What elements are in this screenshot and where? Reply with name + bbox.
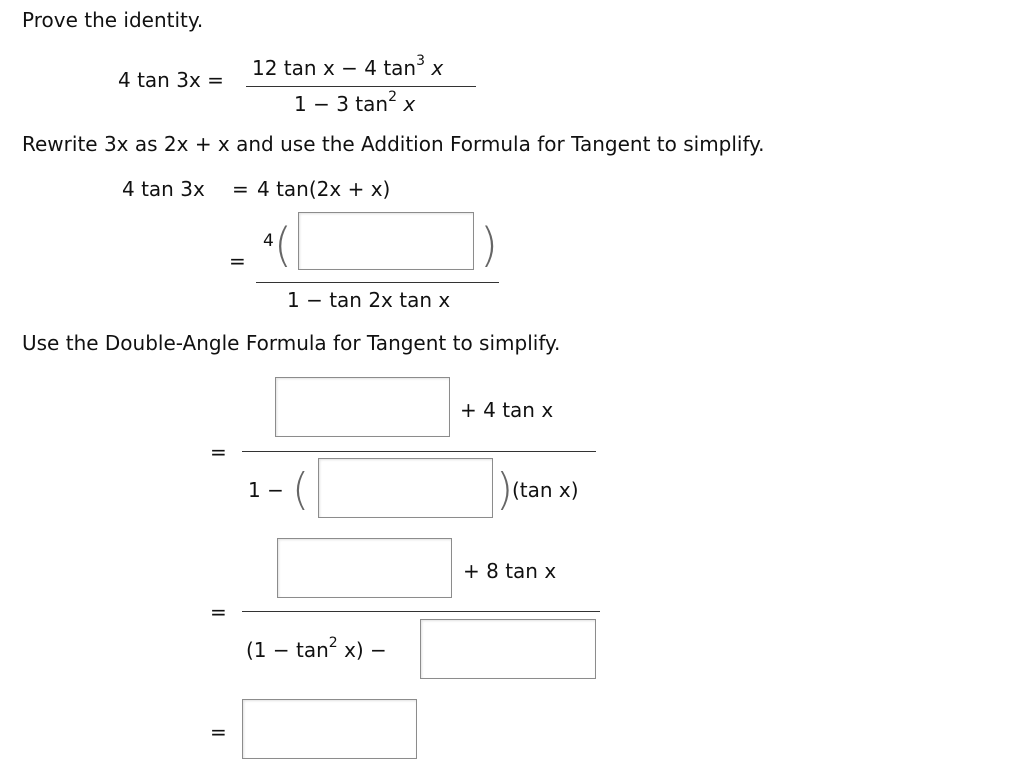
step2b-den-prefix-a: (1 − tan [246,638,329,662]
step2a-denominator-suffix: (tan x) [512,478,579,502]
step2a-numerator-suffix: + 4 tan x [460,398,554,422]
step2b-equals: = [210,600,227,624]
answer-box-2[interactable] [275,377,450,437]
step1b-left-paren: ( [274,218,292,272]
identity-lhs: 4 tan 3x = [118,68,224,92]
answer-box-4[interactable] [277,538,452,598]
step2a-denominator-prefix: 1 − [248,478,284,502]
step2b-den-exp: 2 [328,635,338,652]
step2a-left-paren: ( [292,464,310,515]
identity-num-exp: 3 [416,53,426,70]
identity-numerator [252,53,444,80]
identity-num-a: 12 tan x [252,56,335,80]
step2a-fraction-bar [242,451,596,452]
step2b-denominator-prefix [246,635,387,662]
step1b-coefficient: 4 [263,231,274,251]
step1b-denominator: 1 − tan 2x tan x [287,288,451,312]
identity-den-b: x [403,92,416,116]
identity-den-exp: 2 [388,89,397,106]
final-equals: = [210,720,227,744]
answer-box-3[interactable] [318,458,493,518]
step1b-fraction-bar [256,282,499,283]
identity-denominator [294,89,416,116]
answer-box-5[interactable] [420,619,596,679]
step2b-den-prefix-b: x) − [344,638,387,662]
prove-heading: Prove the identity. [22,8,204,32]
step1b-right-paren: ) [480,218,498,272]
step1-rhs: 4 tan(2x + x) [257,177,391,201]
identity-num-b: − 4 tan [341,56,417,80]
step2a-equals: = [210,440,227,464]
step2-instruction: Use the Double-Angle Formula for Tangent to simplify. [22,331,561,355]
identity-fraction-bar [246,86,476,87]
step1b-equals: = [229,249,246,273]
identity-den-a: 1 − 3 tan [294,92,389,116]
answer-box-6[interactable] [242,699,417,759]
step2b-fraction-bar [242,611,600,612]
answer-box-1[interactable] [298,212,474,270]
step2b-numerator-suffix: + 8 tan x [463,559,557,583]
step1-equals: = [232,177,249,201]
step2a-right-paren: ) [496,464,514,515]
step1-instruction: Rewrite 3x as 2x + x and use the Addition Formula for Tangent to simplify. [22,132,765,156]
identity-num-c: x [431,56,444,80]
step1-lhs: 4 tan 3x [122,177,205,201]
